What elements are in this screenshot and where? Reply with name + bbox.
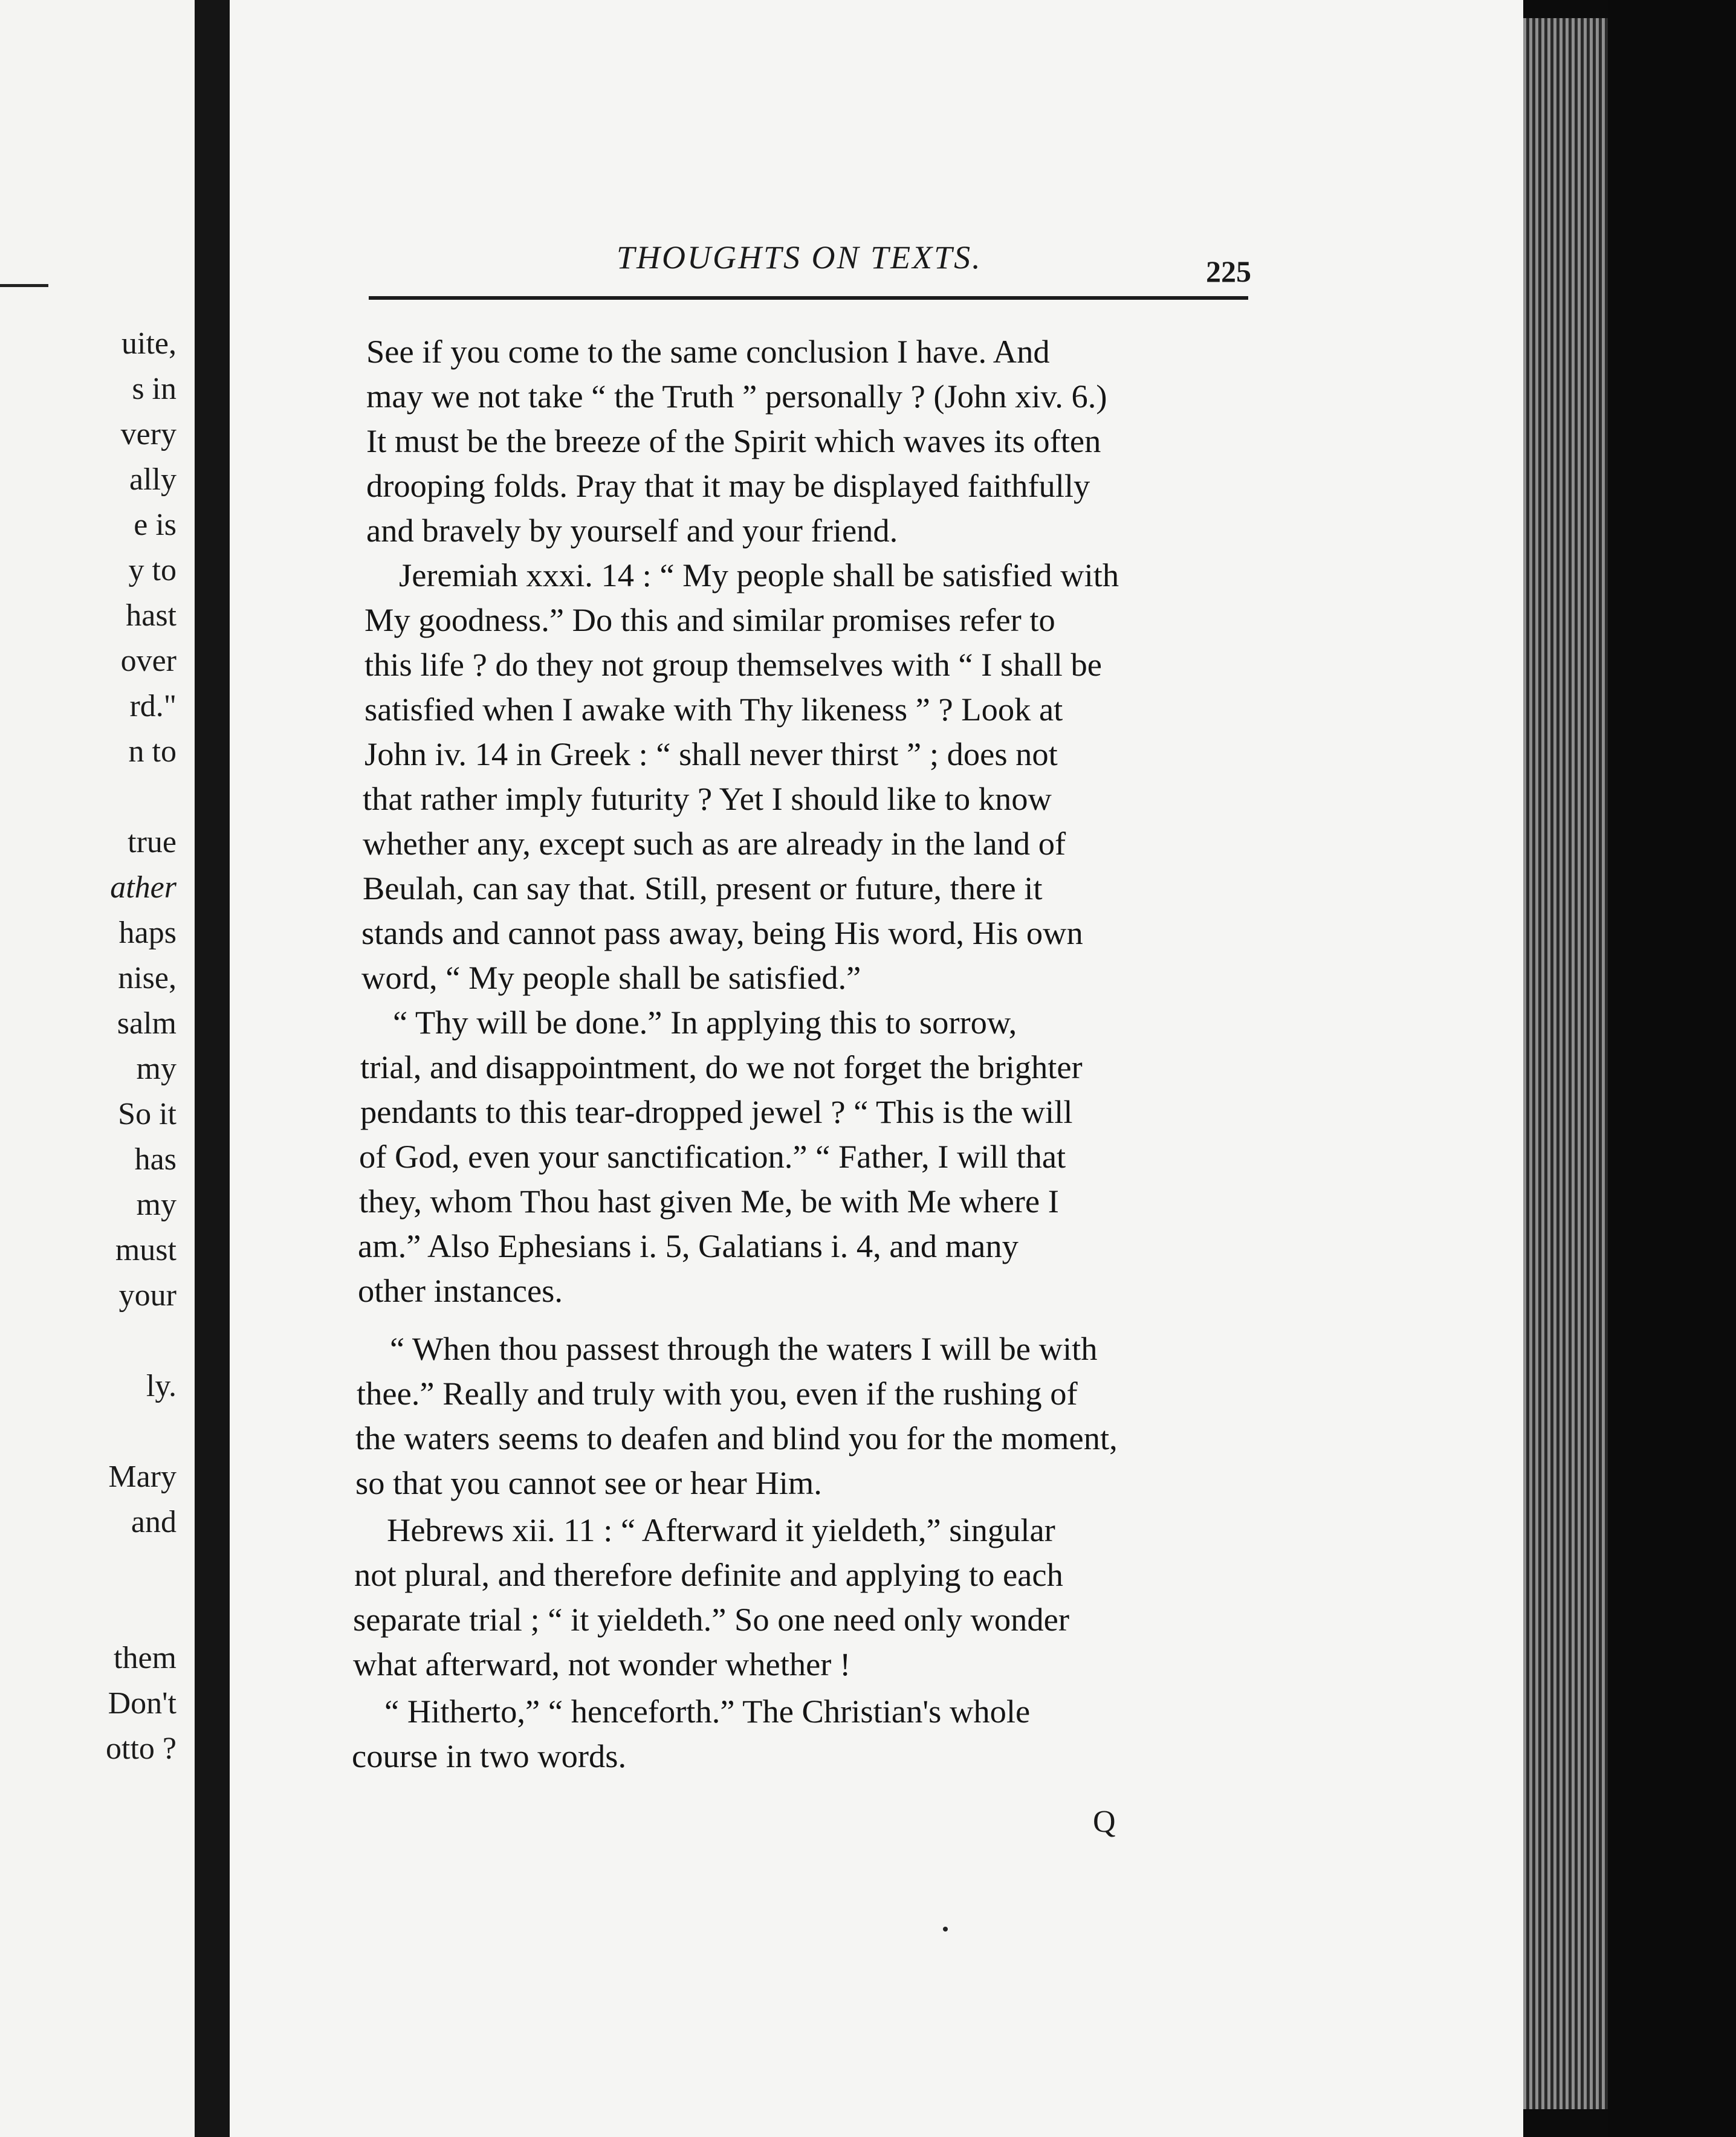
text-line: John iv. 14 in Greek : “ shall never thirst ” ; does not bbox=[364, 736, 1058, 772]
left-page-text-fragment: ather bbox=[110, 870, 177, 905]
text-line: course in two words. bbox=[352, 1738, 627, 1774]
page-edges bbox=[1523, 18, 1608, 2109]
left-page-text-fragment: must bbox=[115, 1233, 177, 1267]
text-line: the waters seems to deafen and blind you for the moment, bbox=[355, 1420, 1118, 1456]
text-line: Hebrews xii. 11 : “ Afterward it yieldeth,” singular bbox=[387, 1511, 1055, 1548]
text-line: “ Thy will be done.” In applying this to sorrow, bbox=[393, 1004, 1017, 1041]
text-line: whether any, except such as are already in the land of bbox=[363, 825, 1066, 862]
text-line: may we not take “ the Truth ” personally ? (John xiv. 6.) bbox=[366, 378, 1107, 415]
left-page-text-fragment: nise, bbox=[118, 961, 177, 995]
text-line: Beulah, can say that. Still, present or future, there it bbox=[363, 870, 1043, 907]
left-page-text-fragment: y to bbox=[128, 553, 177, 587]
left-page-text-fragment: over bbox=[120, 644, 177, 678]
ink-dot bbox=[943, 1927, 948, 1932]
text-line: they, whom Thou hast given Me, be with Me where I bbox=[359, 1183, 1059, 1220]
text-line: trial, and disappointment, do we not forget the brighter bbox=[360, 1049, 1083, 1085]
left-page-text-fragment: and bbox=[131, 1505, 177, 1539]
left-page-text-fragment: my bbox=[136, 1052, 177, 1086]
text-line: not plural, and therefore definite and applying to each bbox=[354, 1556, 1063, 1593]
text-line: “ Hitherto,” “ henceforth.” The Christian's whole bbox=[384, 1693, 1031, 1730]
text-line: Jeremiah xxxi. 14 : “ My people shall be satisfied with bbox=[399, 557, 1119, 593]
text-line: It must be the breeze of the Spirit which waves its often bbox=[366, 422, 1101, 459]
text-line: stands and cannot pass away, being His word, His own bbox=[361, 914, 1083, 951]
text-line: word, “ My people shall be satisfied.” bbox=[361, 959, 861, 996]
text-line: of God, even your sanctification.” “ Father, I will that bbox=[359, 1138, 1066, 1175]
left-page-text-fragment: true bbox=[128, 825, 177, 859]
left-page-fragment bbox=[0, 0, 195, 2137]
left-page-text-fragment: my bbox=[136, 1188, 177, 1222]
signature-mark: Q bbox=[1093, 1805, 1116, 1839]
running-header: THOUGHTS ON TEXTS. bbox=[617, 239, 982, 276]
page-number: 225 bbox=[1206, 254, 1251, 288]
text-line: what afterward, not wonder whether ! bbox=[353, 1646, 851, 1683]
left-page-text-fragment: Mary bbox=[108, 1460, 177, 1494]
header-rule bbox=[369, 296, 1248, 300]
book-cover-edge bbox=[1608, 0, 1736, 2137]
text-line: and bravely by yourself and your friend. bbox=[366, 512, 898, 549]
book-gutter bbox=[195, 0, 230, 2137]
left-page-text-fragment: ally bbox=[129, 462, 177, 497]
left-page-text-fragment: otto ? bbox=[106, 1731, 177, 1766]
left-page-text-fragment: salm bbox=[117, 1006, 177, 1041]
text-line: that rather imply futurity ? Yet I should like to know bbox=[363, 780, 1052, 817]
text-line: See if you come to the same conclusion I have. And bbox=[366, 333, 1050, 370]
left-page-text-fragment: very bbox=[120, 417, 177, 451]
text-line: other instances. bbox=[358, 1272, 563, 1309]
text-line: am.” Also Ephesians i. 5, Galatians i. 4, and many bbox=[358, 1227, 1019, 1264]
text-line: so that you cannot see or hear Him. bbox=[355, 1464, 822, 1501]
left-page-text-fragment: rd." bbox=[129, 689, 177, 723]
text-line: drooping folds. Pray that it may be displayed faithfully bbox=[366, 467, 1090, 504]
left-page-text-fragment: has bbox=[134, 1142, 177, 1177]
text-line: “ When thou passest through the waters I will be with bbox=[390, 1330, 1098, 1367]
text-line: My goodness.” Do this and similar promises refer to bbox=[364, 601, 1055, 638]
left-page-text-fragment: uite, bbox=[121, 326, 177, 361]
left-page-rule bbox=[0, 284, 48, 287]
text-line: satisfied when I awake with Thy likeness ” ? Look at bbox=[364, 691, 1063, 728]
left-page-text-fragment: them bbox=[114, 1641, 177, 1675]
left-page-text-fragment: e is bbox=[134, 508, 177, 542]
left-page-text-fragment: So it bbox=[118, 1097, 177, 1131]
left-page-text-fragment: n to bbox=[128, 734, 177, 769]
text-line: separate trial ; “ it yieldeth.” So one need only wonder bbox=[353, 1601, 1069, 1638]
left-page-text-fragment: ly. bbox=[146, 1369, 177, 1403]
left-page-text-fragment: hast bbox=[126, 598, 177, 633]
left-page-text-fragment: haps bbox=[118, 916, 177, 950]
text-line: this life ? do they not group themselves with “ I shall be bbox=[364, 646, 1102, 683]
left-page-text-fragment: your bbox=[118, 1278, 177, 1313]
left-page-text-fragment: Don't bbox=[108, 1686, 177, 1721]
text-line: thee.” Really and truly with you, even if the rushing of bbox=[357, 1375, 1078, 1412]
left-page-text-fragment: s in bbox=[132, 372, 177, 406]
text-line: pendants to this tear-dropped jewel ? “ This is the will bbox=[360, 1093, 1073, 1130]
